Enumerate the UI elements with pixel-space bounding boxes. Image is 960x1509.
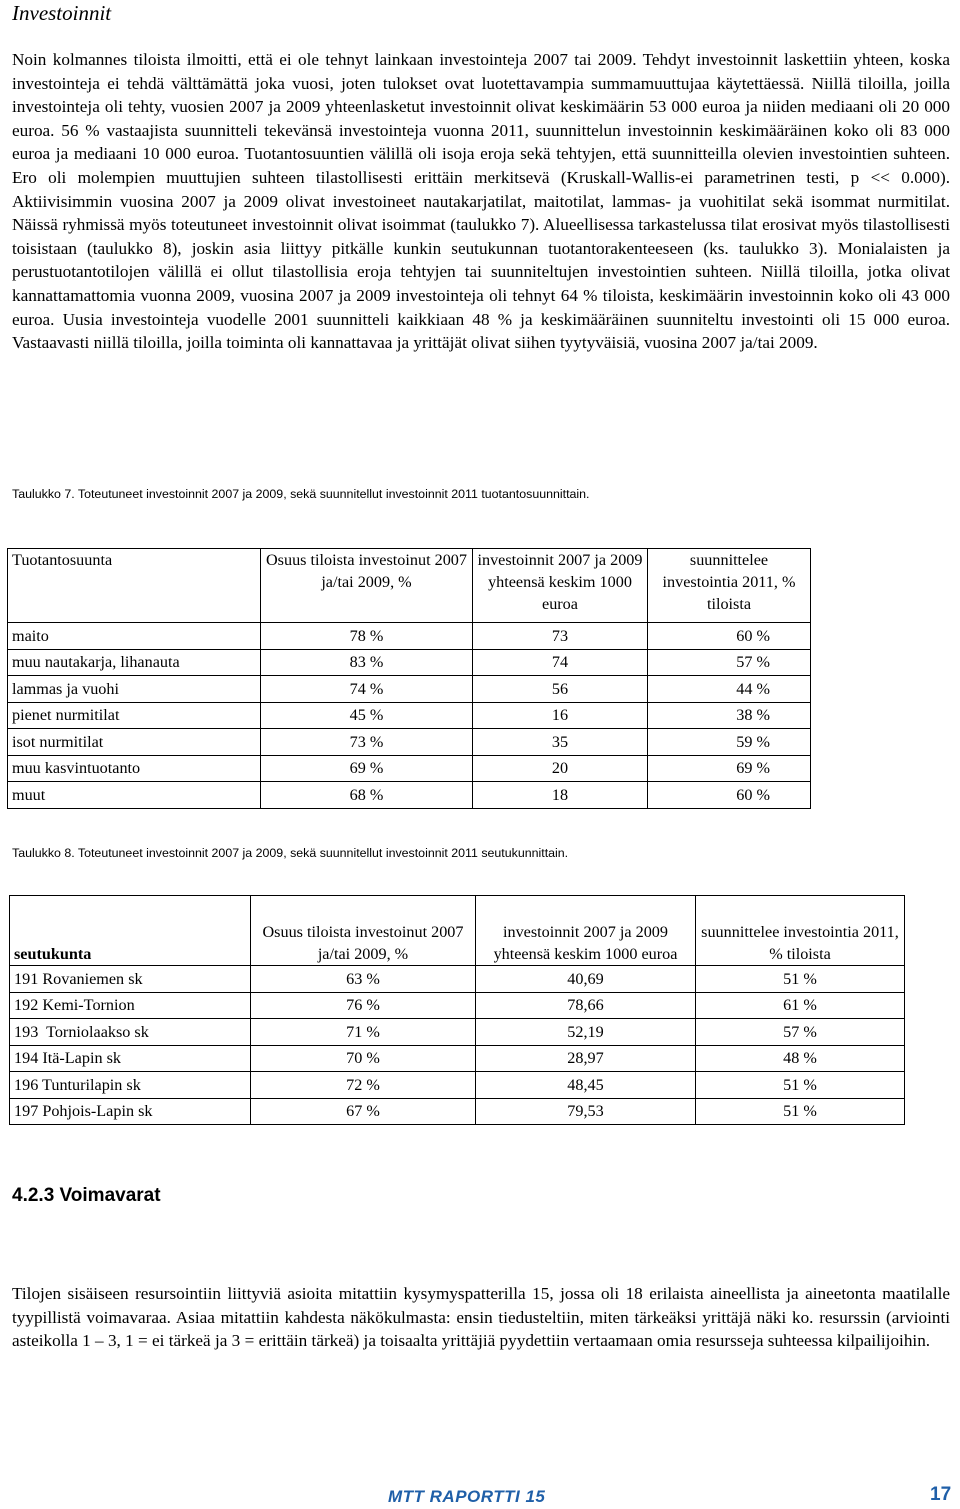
table-cell: 69 %	[648, 755, 811, 782]
table8-caption: Taulukko 8. Toteutuneet investoinnit 2007 ja 2009, sekä suunnitellut investoinnit 2011 seutukunnittain.	[12, 846, 569, 860]
subheading-voimavarat: 4.2.3 Voimavarat	[12, 1185, 161, 1206]
table-cell: 194 Itä-Lapin sk	[10, 1045, 251, 1072]
table-row	[8, 782, 811, 809]
table-cell: 73	[473, 623, 648, 650]
table-cell: 35	[473, 729, 648, 756]
table-cell: 74 %	[261, 676, 473, 703]
table-cell: 67 %	[251, 1098, 476, 1125]
footer-brand-logo: MTT RAPORTTI 15	[388, 1487, 546, 1506]
table8-header-row	[10, 896, 905, 966]
table-cell: pienet nurmitilat	[8, 702, 261, 729]
table7-header-cell: investoinnit 2007 ja 2009 yhteensä keskim 1000 euroa	[473, 549, 648, 623]
table-row	[10, 1019, 905, 1046]
table-cell: 60 %	[648, 782, 811, 809]
table-cell: 197 Pohjois-Lapin sk	[10, 1098, 251, 1125]
table8-header-cell: suunnittelee investointia 2011, % tiloista	[696, 896, 905, 966]
paragraph-investments: Noin kolmannes tiloista ilmoitti, että ei ole tehnyt lainkaan investointeja 2007 tai 2009. Tehdyt investoinnit laskettiin yhteen, koska investointeja ei tehdä välttämättä joka vuosi, joten tulokset ovat luotettavampia summamuuttujaa käytettäessä. Niillä tiloilla, joilla investointeja oli tehty, vuosien 2007 ja 2009 yhteenlasketut investoinnit olivat keskimäärin 53 000 euroa ja niiden mediaani oli 20 000 euroa. 56 % vastaajista suunnitteli tekevänsä investointeja vuonna 2011, suunnittelun investoinnin keskimääräinen koko oli 83 000 euroa ja mediaani 10 000 euroa. Tuotantosuuntien välillä oli isoja eroja sekä tehtyjen, että suunnitteilla olevien investointien suhteen. Ero oli molempien muuttujien suhteen tilastollisesti erittäin merkitsevä (Kruskall-Wallis-ei parametrinen testi, p << 0.000). Aktiivisimmin vuosina 2007 ja 2009 olivat investoineet nautakarjatilat, maitotilat, lammas- ja vuohitilat sekä isommat nurmitilat. Näissä ryhmissä myös toteutuneet investoinnit olivat isoimmat (taulukko 7). Alueellisessa tarkastelussa tilat erosivat myös tilastollisesti toisistaan (taulukko 8), joskin asia liittyy pitkälle kunkin seutukunnan tuotantorakenteeseen (ks. taulukko 3). Monialaisten ja perustuotantotilojen välillä ei ollut tilastollisia eroja tehtyjen tai suunniteltujen investointien suhteen. Niillä tiloilla, jotka olivat kannattamattomia vuonna 2009, vuosina 2007 ja 2009 investointeja oli tehnyt 64 % tiloista, keskimäärin investoinnin koko oli 43 000 euroa. Uusia investointeja vuodelle 2001 suunnitteli kaikkiaan 48 % ja keskimääräinen suunniteltu investointi oli 15 000 euroa. Vastaavasti niillä tiloilla, joilla toiminta oli kannattavaa ja yrittäjät olivat siihen tyytyväisiä, vuosina 2007 ja/tai 2009.	[12, 50, 950, 353]
table-cell: 69 %	[261, 755, 473, 782]
table-row	[8, 623, 811, 650]
table-cell: 193 Torniolaakso sk	[10, 1019, 251, 1046]
table7-header-cell: suunnittelee investointia 2011, % tiloista	[648, 549, 811, 623]
table-cell: 44 %	[648, 676, 811, 703]
table-cell: 60 %	[648, 623, 811, 650]
table-cell: 83 %	[261, 649, 473, 676]
table-cell: 72 %	[251, 1072, 476, 1099]
paragraph-resources: Tilojen sisäiseen resursointiin liittyviä asioita mitattiin kysymyspatterilla 15, jossa oli 18 erilaista aineellista ja aineetonta maatilalle tyypillistä voimavaraa. Asiaa mitattiin kahdesta näkökulmasta: ensin tiedusteltiin, miten tärkeäksi yrittäjä näki ko. resurssin (arviointi asteikolla 1 – 3, 1 = ei tärkeä ja 3 = erittäin tärkeä) ja toisaalta yrittäjiä pyydettiin vertaamaan omia resursseja suhteessa kilpailijoihin.	[12, 1284, 950, 1351]
section-title: Investoinnit	[12, 1, 112, 25]
table8-header-cell: investoinnit 2007 ja 2009 yhteensä keskim 1000 euroa	[476, 896, 696, 966]
table-cell: 76 %	[251, 992, 476, 1019]
table7-header-cell: Osuus tiloista investoinut 2007 ja/tai 2009, %	[261, 549, 473, 623]
table-cell: 48,45	[476, 1072, 696, 1099]
table8-header-cell: Osuus tiloista investoinut 2007 ja/tai 2009, %	[251, 896, 476, 966]
table-cell: muu nautakarja, lihanauta	[8, 649, 261, 676]
table-row	[8, 702, 811, 729]
table-cell: 79,53	[476, 1098, 696, 1125]
table-cell: 56	[473, 676, 648, 703]
table-cell: muu kasvintuotanto	[8, 755, 261, 782]
table-cell: 20	[473, 755, 648, 782]
table-cell: 78,66	[476, 992, 696, 1019]
table-cell: 52,19	[476, 1019, 696, 1046]
table-row	[10, 1045, 905, 1072]
table-row	[10, 992, 905, 1019]
page-number: 17	[930, 1484, 952, 1505]
table-row	[8, 676, 811, 703]
table-cell: 38 %	[648, 702, 811, 729]
table-cell: 196 Tunturilapin sk	[10, 1072, 251, 1099]
table7-header-row	[8, 549, 811, 623]
table7-caption: Taulukko 7. Toteutuneet investoinnit 2007 ja 2009, sekä suunnitellut investoinnit 2011 tuotantosuunnittain.	[12, 487, 590, 501]
table-cell: 74	[473, 649, 648, 676]
table-cell: 51 %	[696, 966, 905, 993]
table-row	[10, 966, 905, 993]
table-7	[7, 548, 811, 809]
table-row	[8, 729, 811, 756]
table-cell: 68 %	[261, 782, 473, 809]
table-cell: 71 %	[251, 1019, 476, 1046]
table-cell: isot nurmitilat	[8, 729, 261, 756]
table-cell: muut	[8, 782, 261, 809]
table-cell: 48 %	[696, 1045, 905, 1072]
table-row	[8, 649, 811, 676]
table-cell: 73 %	[261, 729, 473, 756]
table-cell: 61 %	[696, 992, 905, 1019]
table-row	[10, 1098, 905, 1125]
table-cell: 18	[473, 782, 648, 809]
table7-header-cell: Tuotantosuunta	[8, 549, 261, 623]
table-cell: 63 %	[251, 966, 476, 993]
table-cell: 78 %	[261, 623, 473, 650]
table-cell: 57 %	[696, 1019, 905, 1046]
table-cell: 45 %	[261, 702, 473, 729]
table-row	[8, 755, 811, 782]
table-row	[10, 1072, 905, 1099]
table-cell: 51 %	[696, 1098, 905, 1125]
table-cell: 51 %	[696, 1072, 905, 1099]
table-cell: 59 %	[648, 729, 811, 756]
table-cell: 40,69	[476, 966, 696, 993]
table-8	[9, 895, 905, 1125]
table-cell: maito	[8, 623, 261, 650]
table-cell: 191 Rovaniemen sk	[10, 966, 251, 993]
table-cell: lammas ja vuohi	[8, 676, 261, 703]
table-cell: 16	[473, 702, 648, 729]
table-cell: 28,97	[476, 1045, 696, 1072]
table-cell: 70 %	[251, 1045, 476, 1072]
table8-header-cell: seutukunta	[10, 896, 251, 966]
table-cell: 57 %	[648, 649, 811, 676]
table-cell: 192 Kemi-Tornion	[10, 992, 251, 1019]
